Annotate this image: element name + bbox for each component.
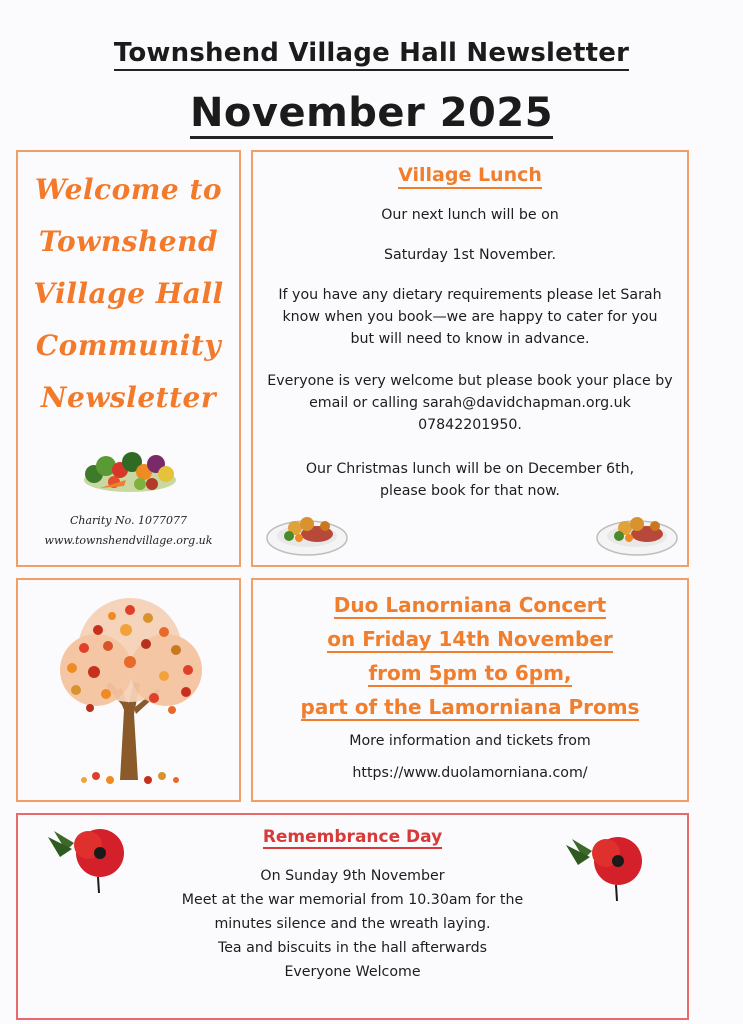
concert-box (251, 578, 689, 802)
vegetables-icon (80, 440, 180, 496)
concert-heading (253, 588, 687, 724)
welcome-line: Townshend (38, 225, 219, 258)
lunch-line2: Saturday 1st November. (384, 247, 556, 263)
welcome-line: Newsletter (40, 381, 217, 414)
concert-line: from 5pm to 6pm, (368, 661, 572, 685)
website-text: www.townshendvillage.org.uk (44, 534, 213, 547)
roast-dinner-icon (265, 498, 349, 558)
remembrance-line: Tea and biscuits in the hall afterwards (217, 940, 488, 956)
concert-line: part of the Lamorniana Proms (300, 695, 640, 719)
lunch-line1: Our next lunch will be on (381, 207, 559, 223)
welcome-heading (18, 164, 239, 424)
welcome-box (16, 150, 241, 567)
remembrance-box (16, 813, 689, 1020)
concert-line: Duo Lanorniana Concert (333, 593, 607, 617)
charity-number: Charity No. 1077077 (69, 514, 187, 527)
lunch-dietary-text: If you have any dietary requirements please let Sarah know when you book—we are happy to cater for you but will need to know in advance. (278, 287, 662, 347)
remembrance-line: minutes silence and the wreath laying. (214, 916, 491, 932)
concert-line: on Friday 14th November (327, 627, 613, 651)
concert-url-link[interactable]: https://www.duolamorniana.com/ (352, 765, 588, 781)
remembrance-line: Everyone Welcome (284, 964, 421, 980)
welcome-line: Community (35, 329, 222, 362)
autumn-tree-box (16, 578, 241, 802)
lunch-christmas-text: Our Christmas lunch will be on December 6th, please book for that now. (305, 461, 635, 499)
lunch-booking-text: Everyone is very welcome but please book your place by email or calling sarah@davidchapman.org.uk 07842201950. (267, 373, 673, 433)
newsletter-title: Townshend Village Hall Newsletter (0, 38, 743, 68)
autumn-tree-icon (36, 590, 224, 790)
concert-info-text: More information and tickets from (349, 733, 591, 749)
welcome-line: Village Hall (33, 277, 224, 310)
welcome-line: Welcome to (34, 173, 223, 206)
newsletter-month: November 2025 (0, 90, 743, 136)
remembrance-line: On Sunday 9th November (260, 868, 445, 884)
remembrance-title: Remembrance Day (262, 827, 443, 847)
roast-dinner-icon (595, 498, 679, 558)
remembrance-line: Meet at the war memorial from 10.30am for the (181, 892, 524, 908)
lunch-title: Village Lunch (253, 164, 687, 186)
village-lunch-box (251, 150, 689, 567)
